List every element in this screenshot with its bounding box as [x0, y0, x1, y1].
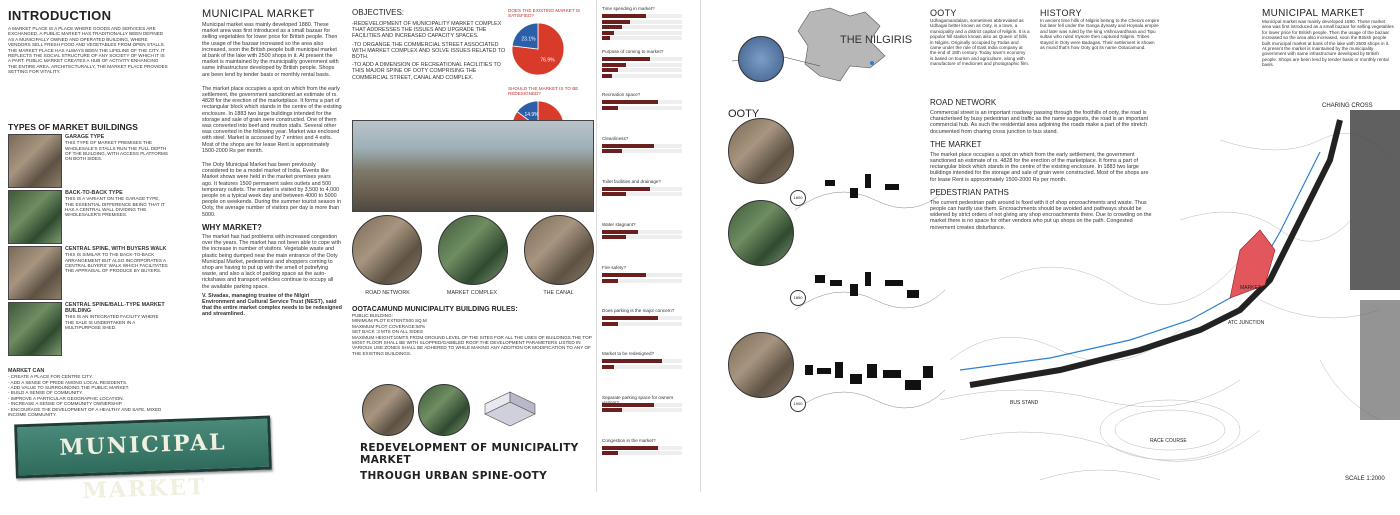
quote: V. Sivadas, managing trustee of the Nilgiri Environment and Cultural Service Trust (NEST), said that the entire market complex needs to be redesigned and streamlined.: [202, 292, 342, 318]
rule-item: MAXIMUM HEIGHT:10MTS FROM GROUND LEVEL OF THE SITES FOR ALL THE USES OF BUILDINGS.THE TOP MOST FLOOR SHALL BE WITH SLOPPED/GABBLED ROOF.THE DEVELOPMENT PARAMETERS LISTED IN VARIOUS USE ZONES SHALL BE ADHERED TO WHILE MAKING ANY ADDITION OR MODIFICATION TO ANY OF THE EXISTING BUILDINGS.: [352, 334, 592, 356]
types-section: [8, 122, 168, 132]
survey-bar: [602, 74, 612, 78]
survey-question-label: Time spending in market?: [602, 6, 655, 11]
survey-question-label: Cleanliness?: [602, 135, 629, 141]
survey-bar: [602, 359, 662, 363]
ooty-body: Udhagamandalam, sometimes abbreviated as Udhagai better known as Ooty, is a town, a municipality and a district capital of Nilgiris. It is a popular hill station known also as Queen of hills in Nilgiris. Originally occupied by Todas and came under the rule of East India company at the end of 18th century. Today town's economy is based on tourism and agriculture, along with manufacture of medicines and photographic film.: [930, 18, 1030, 67]
map-label-nilgiris: THE NILGIRIS: [840, 34, 913, 46]
map-label-charing: CHARING CROSS: [1322, 103, 1373, 109]
survey-question-label: Water stagnant?: [602, 221, 636, 227]
intro-body: A MARKET PLACE IS A PLACE WHERE GOODS AND SERVICES ARE EXCHANGED. A PUBLIC MARKET HAS TRADITIONALLY BEEN DEFINED AS A MUNICIPALLY OWNED AND OPERATED BUILDING, WHERE VENDORS SELL FRESH FOOD AND VEGETABLES FROM OPEN STALLS. THE MARKET PLACE HAS ALWAYS BEEN THE LIFELINE OF THE CITY. IT REFLECTS THE SOCIAL STRUCTURE OF ANY SOCIETY OF WHICH IT IS A PART. PUBLIC MARKET CREATES A HUB OF ACTIVITY ENHANCING THE ENTIRE AREA. ARCHITECTURALLY, THE MARKET PLACE PROVIDES SETTING FOR VITALITY.: [8, 26, 168, 75]
road-network-circle: [352, 215, 422, 285]
garage-type-photo: [8, 134, 62, 188]
type-item: [65, 134, 168, 162]
objective-item: -REDEVELOPMENT OF MUNICIPALITY MARKET COMPLEX THAT ADDRESSES THE ISSUES AND UPGRADE THE FACILITIES AND INCREASED CAPACITY SPACES.: [352, 21, 502, 40]
survey-question-label: Market to be redesigned?: [602, 351, 655, 357]
road-body: Commercial street is an important roadway passing through the foothills of ooty, the road is characterised by busy pedestrian and traffic as the name suggests, the road is an important commercial hub. As such the residential area adjoining the roads make a part of the stretch documented from charing cross junction to bus stand.: [930, 110, 1149, 135]
rule-item: SET BACK :3 MTS ON ALL SIDES: [352, 329, 423, 335]
type-name: CENTRAL SPINE, WITH BUYERS WALK: [65, 246, 167, 252]
survey-bar: [602, 322, 618, 326]
map-scale: SCALE 1:2000: [1345, 476, 1385, 482]
survey-question-label: Fire safety?: [602, 265, 626, 271]
municipal2-section: [1262, 8, 1394, 68]
survey-bar: [602, 63, 626, 67]
map-label-race: RACE COURSE: [1150, 438, 1187, 444]
municipal-body3: The Ooty Municipal Market has been previously considered to be a model market of India. Events like Market shows were held in the market premises years ago. It features 1500 permanent sales outlets and 500 temporary outlets. The market is visited by 3,500 to 4,000 people on a typical week day and between 4000 to 5000 people on weekends. During the summer tourist season in Ooty, the average number of visitors per day is more than 5000.: [202, 162, 342, 218]
map-label-bus: BUS STAND: [1010, 400, 1039, 406]
market2-title: THE MARKET: [930, 139, 982, 149]
rule-item: PUBLIC BUILDING:: [352, 313, 393, 318]
market2-body: The market place occupies a spot on which from the early settlement, the government sanctioned an estimate of rs. 4828 for the erection of the marketplace. It forms a part of rectangular block which stands in the centre of the existing enclosure. In 1883 two large buildings intended for the storage and sale of grain were constructed. Most of the shops are for lease Rent is approximately 1500-2000 Rs per month.: [930, 151, 1149, 183]
central-spine-photo: [8, 246, 62, 300]
survey-bar: [602, 187, 650, 191]
ball-type-photo: [8, 302, 62, 356]
intro-section: [8, 8, 168, 75]
why-title: WHY MARKET?: [202, 222, 262, 232]
market-sign: [14, 416, 272, 505]
survey-question-label: Separate parking space for owners: [602, 394, 674, 400]
survey-bar: [602, 100, 658, 104]
market-can-item: - IMPROVE A PARTICULAR GEOGRAPHIC LOCATION.: [8, 395, 124, 401]
pie-chart-satisfied: [508, 19, 588, 79]
survey-question-label: Does parking is the major concern?: [602, 308, 675, 314]
municipal2-body: Municipal market was mainly developed 1880. These market area was first introduced as a small bazaar for selling vegetables for lower price for British people. Then the usage of the bazaar increased so the area also increased, soon the British people built municipal market at bank of the lake with 2500 shops in it. At present the market is maintained by the municipality government with same infrastructure developed by British people. Shops are been lend by tender basis or monthly rental basis.: [1262, 19, 1394, 68]
survey-bar: [602, 446, 658, 450]
city-photo: [352, 120, 594, 212]
survey-bar: [602, 403, 654, 407]
type-name: BACK-TO-BACK TYPE: [65, 190, 123, 196]
bottom-circle-photo: [362, 384, 414, 436]
market-can-section: [8, 368, 168, 417]
road-title: ROAD NETWORK: [930, 98, 997, 107]
main-road: [970, 120, 1340, 385]
survey-bar-track: [602, 74, 682, 78]
survey-bar: [602, 316, 658, 320]
survey-bar: [602, 106, 618, 110]
date-marker: 1900: [790, 396, 806, 412]
pie-slice-label: 76.9%: [540, 57, 555, 64]
history-title: HISTORY: [1040, 8, 1082, 18]
municipal2-title: MUNICIPAL MARKET: [1262, 8, 1365, 19]
survey-bar: [602, 230, 638, 234]
map-label-atc: ATC JUNCTION: [1228, 320, 1265, 326]
survey-question-label: Toilet facilities and drainage?: [602, 178, 661, 184]
rule-item: MINIMUM PLOT EXTENT:500 SQ.M: [352, 318, 427, 324]
survey-bar: [602, 68, 618, 72]
circle-label: MARKET COMPLEX: [446, 290, 498, 296]
survey-bar: [602, 451, 618, 455]
market-sign-text: MUNICIPAL MARKET: [58, 429, 227, 505]
type-name: CENTRAL SPINE/BALL-TYPE MARKET BUILDING: [65, 302, 165, 315]
project-title: [360, 442, 600, 482]
market-complex-circle: [438, 215, 508, 285]
historic-photo: [728, 118, 794, 184]
objective-item: -TO ORGANGE THE COMMERCIAL STREET ASSOCIATED WITH MARKET COMPLEX AND SOLVE ISSUES RELATED TO BOTH.: [352, 41, 506, 61]
evolution-sketches: [795, 170, 945, 440]
rules-section: [352, 306, 592, 356]
project-title-line: REDEVELOPMENT OF MUNICIPALITY MARKET: [360, 442, 579, 466]
type-item: [65, 302, 168, 331]
survey-bar: [602, 36, 610, 40]
market-can-item: - CREATE A PLACE FOR CENTRE CITY.: [8, 374, 93, 380]
back-to-back-photo: [8, 190, 62, 244]
survey-chart: [600, 6, 690, 481]
survey-bar: [602, 408, 622, 412]
survey-bar: [602, 235, 626, 239]
type-name: GARAGE TYPE: [65, 134, 105, 140]
survey-bar: [602, 25, 622, 29]
market-can-title: MARKET CAN: [8, 368, 45, 374]
type-item: [65, 246, 168, 274]
objective-item: -TO ADD A DIMENSION OF RECREATIONAL FACILITIES TO THIS MAJOR SPINE OF OOTY COMPRISING THE COMMERCIAL STREET, CANAL AND COMPLEX.: [352, 62, 501, 81]
survey-bar: [602, 144, 654, 148]
survey-bar: [602, 273, 646, 277]
date-marker: 1800: [790, 190, 806, 206]
historic-photo: [728, 200, 794, 266]
market-can-item: - INCREASE A SENSE OF COMMUNITY OWNERSHIP.: [8, 401, 123, 407]
circle-label: ROAD NETWORK: [365, 290, 410, 296]
survey-bar: [602, 14, 646, 18]
why-body: The market has had problems with increased congestion over the years. The market has not been able to cope with the increase in number of visitors. Vegetable waste and plastic being dumped near the main entrance of the Ooty Municipal Market, pedestrians and shoppers coming to shop are having to put up with the smell of putrefying waste, and also a lack of parking space as the auto-rickshaws and transport vehicles continue to occupy all the available parking space.: [202, 233, 341, 290]
municipal-section: [202, 8, 342, 318]
market-can-item: - ENCOURAGE THE DEVELOPMENT OF A HEALTHY AND SAFE, MIXED INCOME COMMUNITY.: [8, 406, 162, 418]
types-title: TYPES OF MARKET BUILDINGS: [8, 122, 138, 132]
bottom-circle-photo: [418, 384, 470, 436]
survey-bar-track: [602, 365, 682, 369]
survey-question-label: Recreation space?: [602, 92, 641, 98]
objectives-title: OBJECTIVES:: [352, 8, 405, 17]
type-text: THIS IS AN INTEGRATED FACILITY WHERE THE SALE IS UNDERTAKEN IN A MULTIPURPOSE SHED.: [65, 314, 159, 331]
building-massing-icon: [480, 384, 540, 434]
type-text: THIS TYPE OF MARKET PREMISES THE WHOLESALE'S STALLS RUN THE FULL DEPTH OF THE BUILDING, WITH ACCESS PLATFORMS ON BOTH SIDES.: [65, 140, 168, 162]
history-body: In ancient time hills of Nilgiris belong to the Chera's empire but later fell under the Ganga dynasty and Hoysala empire and later was ruled by the king Vishnuvardhana and Tipu sultan who ruled mysore then captured Nilgiris. Tribes stayed in Ooty were Badagas. Their settlement is shown as mund that's how Ooty got its name Ootacamund.: [1040, 18, 1160, 51]
ooty-title: OOTY: [930, 8, 957, 18]
market-can-item: - ADD A SENSE OF PRIDE AMONG LOCAL RESIDENTS.: [8, 379, 128, 385]
market-can-item: - BUILD A SENSE OF COMMUNITY.: [8, 390, 83, 396]
municipal-body: Municipal market was mainly developed 1880. These market area was first introduced as a small bazaar for selling vegetables for lower price for British people. Then the usage of the bazaar increased so the area also increased, soon the British people built municipal market at bank of the lake with 2500 shops in it. At present the market is maintained by the municipality government with same infrastructure developed by British people. Shops are been lend by tender basis or monthly rental basis.: [202, 22, 339, 78]
site-map: [940, 100, 1400, 485]
project-title-line: THROUGH URBAN SPINE-OOTY: [360, 470, 548, 482]
types-list: [8, 134, 168, 359]
survey-bar: [602, 57, 650, 61]
survey-bar: [602, 365, 614, 369]
survey-question-label: Congestion in the market?: [602, 437, 656, 443]
canal-circle: [524, 215, 594, 285]
survey-bar: [602, 20, 630, 24]
pie-question: SHOULD THE MARKET IS TO BE REDESIGNED?: [508, 85, 579, 97]
municipal-body2: The market place occupies a spot on which from the early settlement, the government sanctioned an estimate of rs. 4828 for the erection of the marketplace. It forms a part of rectangular block which stands in the centre of the existing enclosure. In 1883 two large buildings intended for the storage and sale of grain were constructed. One of them was converted into beef and mutton stalls. Several other was converted in the following year. Market was enclosed with steel. Market is accessed by 7 entries and 4 exits. Most of the shops are for lease Rent is approximately 1500-2000 Rs per month.: [202, 85, 342, 154]
survey-bar: [602, 31, 614, 35]
survey-bar: [602, 279, 618, 283]
pedestrian-title: PEDESTRIAN PATHS: [930, 187, 1009, 197]
rule-item: MAXIMUM PLOT COVERAGE:50%: [352, 323, 426, 329]
survey-bar: [602, 192, 626, 196]
rules-title: OOTACAMUND MUNICIPALITY BUILDING RULES:: [352, 306, 518, 313]
survey-bar: [602, 149, 622, 153]
map-label-market: MARKET: [1240, 285, 1261, 291]
pie-question: DOES THE EXISTING MARKET IS SATISFIED?: [508, 8, 581, 19]
pie-slice-label: 23.1%: [521, 36, 536, 43]
type-item: [65, 190, 168, 218]
pedestrian-body: The current pedestrian path around is fixed with it of shop encroachments and waste. Thus people can hardly use them. Encroachments should be avoided and pathways should be widened by strict orders of not giving any shop encroachments there. Due to crowding on the market there is no space for other vendors who put up shops on the path. Congested movement creates disturbance.: [930, 199, 1152, 231]
ooty-section: [930, 8, 1030, 67]
historic-photo: [728, 332, 794, 398]
map-label-ooty: OOTY: [728, 108, 760, 120]
market-can-item: - ADD VALUE TO SURROUNDING THE PUBLIC MARKET.: [8, 385, 130, 391]
history-section: [1040, 8, 1160, 50]
survey-bar-track: [602, 31, 682, 35]
objectives-section: [352, 8, 507, 81]
municipal-title: MUNICIPAL MARKET: [202, 8, 315, 20]
circle-label: THE CANAL: [543, 290, 574, 296]
intro-title: INTRODUCTION: [8, 8, 112, 23]
date-marker: 1850: [790, 290, 806, 306]
pie-slice-label: 14.9%: [524, 111, 539, 118]
type-text: THIS IS A VARIANT ON THE GARAGE TYPE, THE ESSENTIAL DIFFERENCE BEING THAT IT HAS A CENTRAL WALL DIVIDING THE WHOLESALER'S PREMISES.: [65, 196, 165, 218]
type-text: THIS IS SIMILAR TO THE BACK-TO-BACK ARRANGEMENT BUT ALSO INCORPORATES A CENTRAL BUYERS' WALK WHICH FACILITATES THE APPRAISAL OF PRODUCE BY BUYERS.: [65, 252, 168, 274]
ooty-location-circle: [738, 36, 784, 82]
survey-question-label: Purpose of coming to market?: [602, 49, 664, 55]
survey-bar-track: [602, 36, 682, 40]
